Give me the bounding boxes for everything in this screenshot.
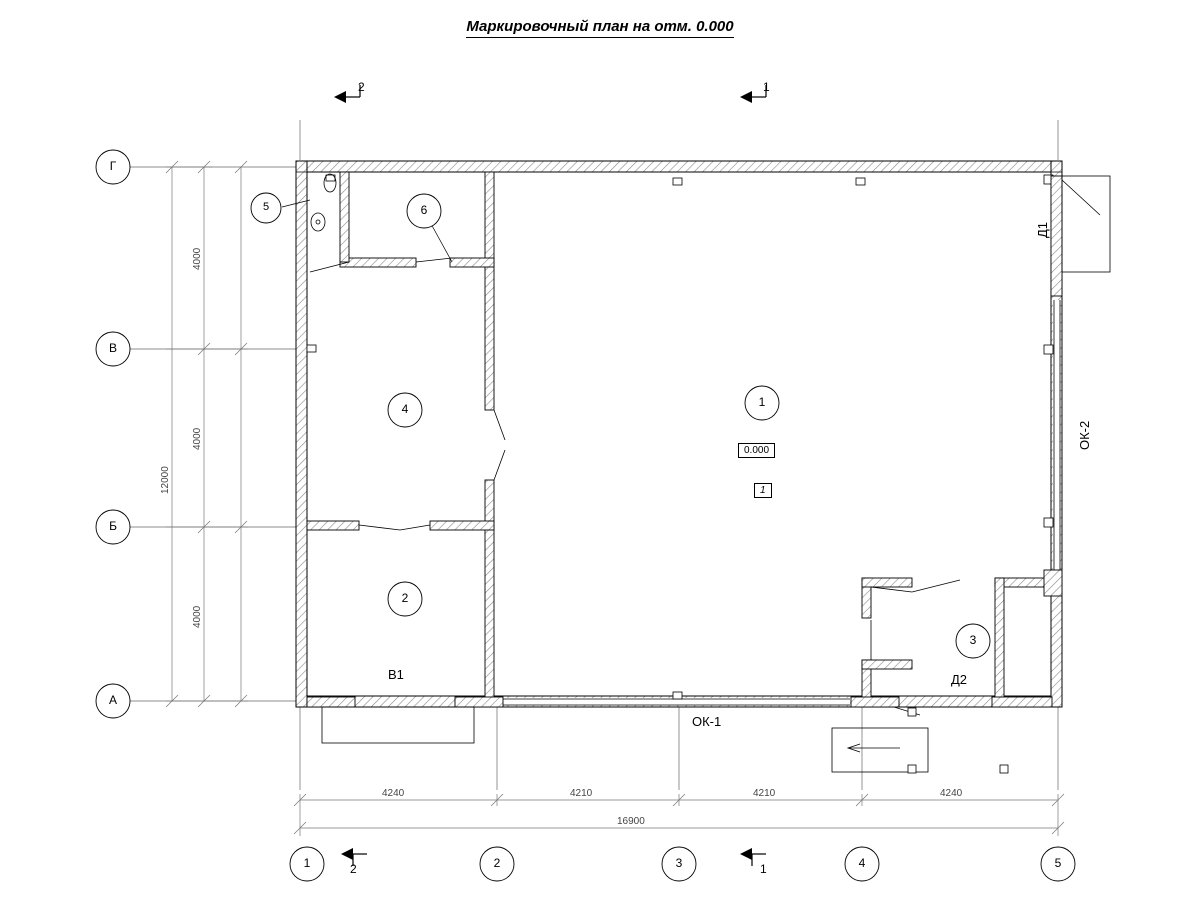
room-number-1: 1 bbox=[758, 395, 766, 409]
dimension-h-4: 4240 bbox=[940, 788, 963, 799]
section-tag: 1 bbox=[754, 483, 772, 498]
dimension-v-total: 12000 bbox=[160, 466, 171, 494]
section-marker-bottom-2: 2 bbox=[350, 862, 357, 876]
dimension-v-3: 4000 bbox=[192, 605, 203, 628]
dimension-v-1: 4000 bbox=[192, 247, 203, 270]
axis-label-3: 3 bbox=[675, 856, 683, 870]
dimension-v-2: 4000 bbox=[192, 427, 203, 450]
door-mark-d2: Д2 bbox=[951, 672, 968, 687]
axis-label-b: Б bbox=[109, 519, 117, 533]
dimension-h-2: 4210 bbox=[570, 788, 593, 799]
section-marker-top-2: 2 bbox=[358, 80, 365, 94]
door-mark-d1: Д1 bbox=[1035, 221, 1050, 238]
drawing-title: Маркировочный план на отм. 0.000 bbox=[0, 18, 1200, 35]
room-number-2: 2 bbox=[401, 591, 409, 605]
section-marker-top-1: 1 bbox=[763, 80, 770, 94]
level-mark: 0.000 bbox=[738, 443, 775, 458]
axis-label-a: А bbox=[108, 693, 117, 707]
axis-label-5: 5 bbox=[1054, 856, 1062, 870]
axis-label-v: В bbox=[108, 341, 117, 355]
section-marker-bottom-1: 1 bbox=[760, 862, 767, 876]
window-mark-ok2: ОК-2 bbox=[1077, 420, 1092, 450]
window-mark-v1: В1 bbox=[388, 667, 404, 682]
axis-label-2: 2 bbox=[493, 856, 501, 870]
axis-label-1: 1 bbox=[303, 856, 311, 870]
room-number-4: 4 bbox=[401, 402, 409, 416]
dimension-h-1: 4240 bbox=[382, 788, 405, 799]
room-number-6: 6 bbox=[420, 203, 428, 217]
axis-label-4: 4 bbox=[858, 856, 866, 870]
room-number-3: 3 bbox=[969, 633, 977, 647]
window-mark-ok1: ОК-1 bbox=[692, 714, 722, 729]
dimension-h-total: 16900 bbox=[617, 816, 645, 827]
room-number-5: 5 bbox=[262, 201, 270, 213]
axis-label-g: Г bbox=[109, 159, 117, 173]
dimension-h-3: 4210 bbox=[753, 788, 776, 799]
